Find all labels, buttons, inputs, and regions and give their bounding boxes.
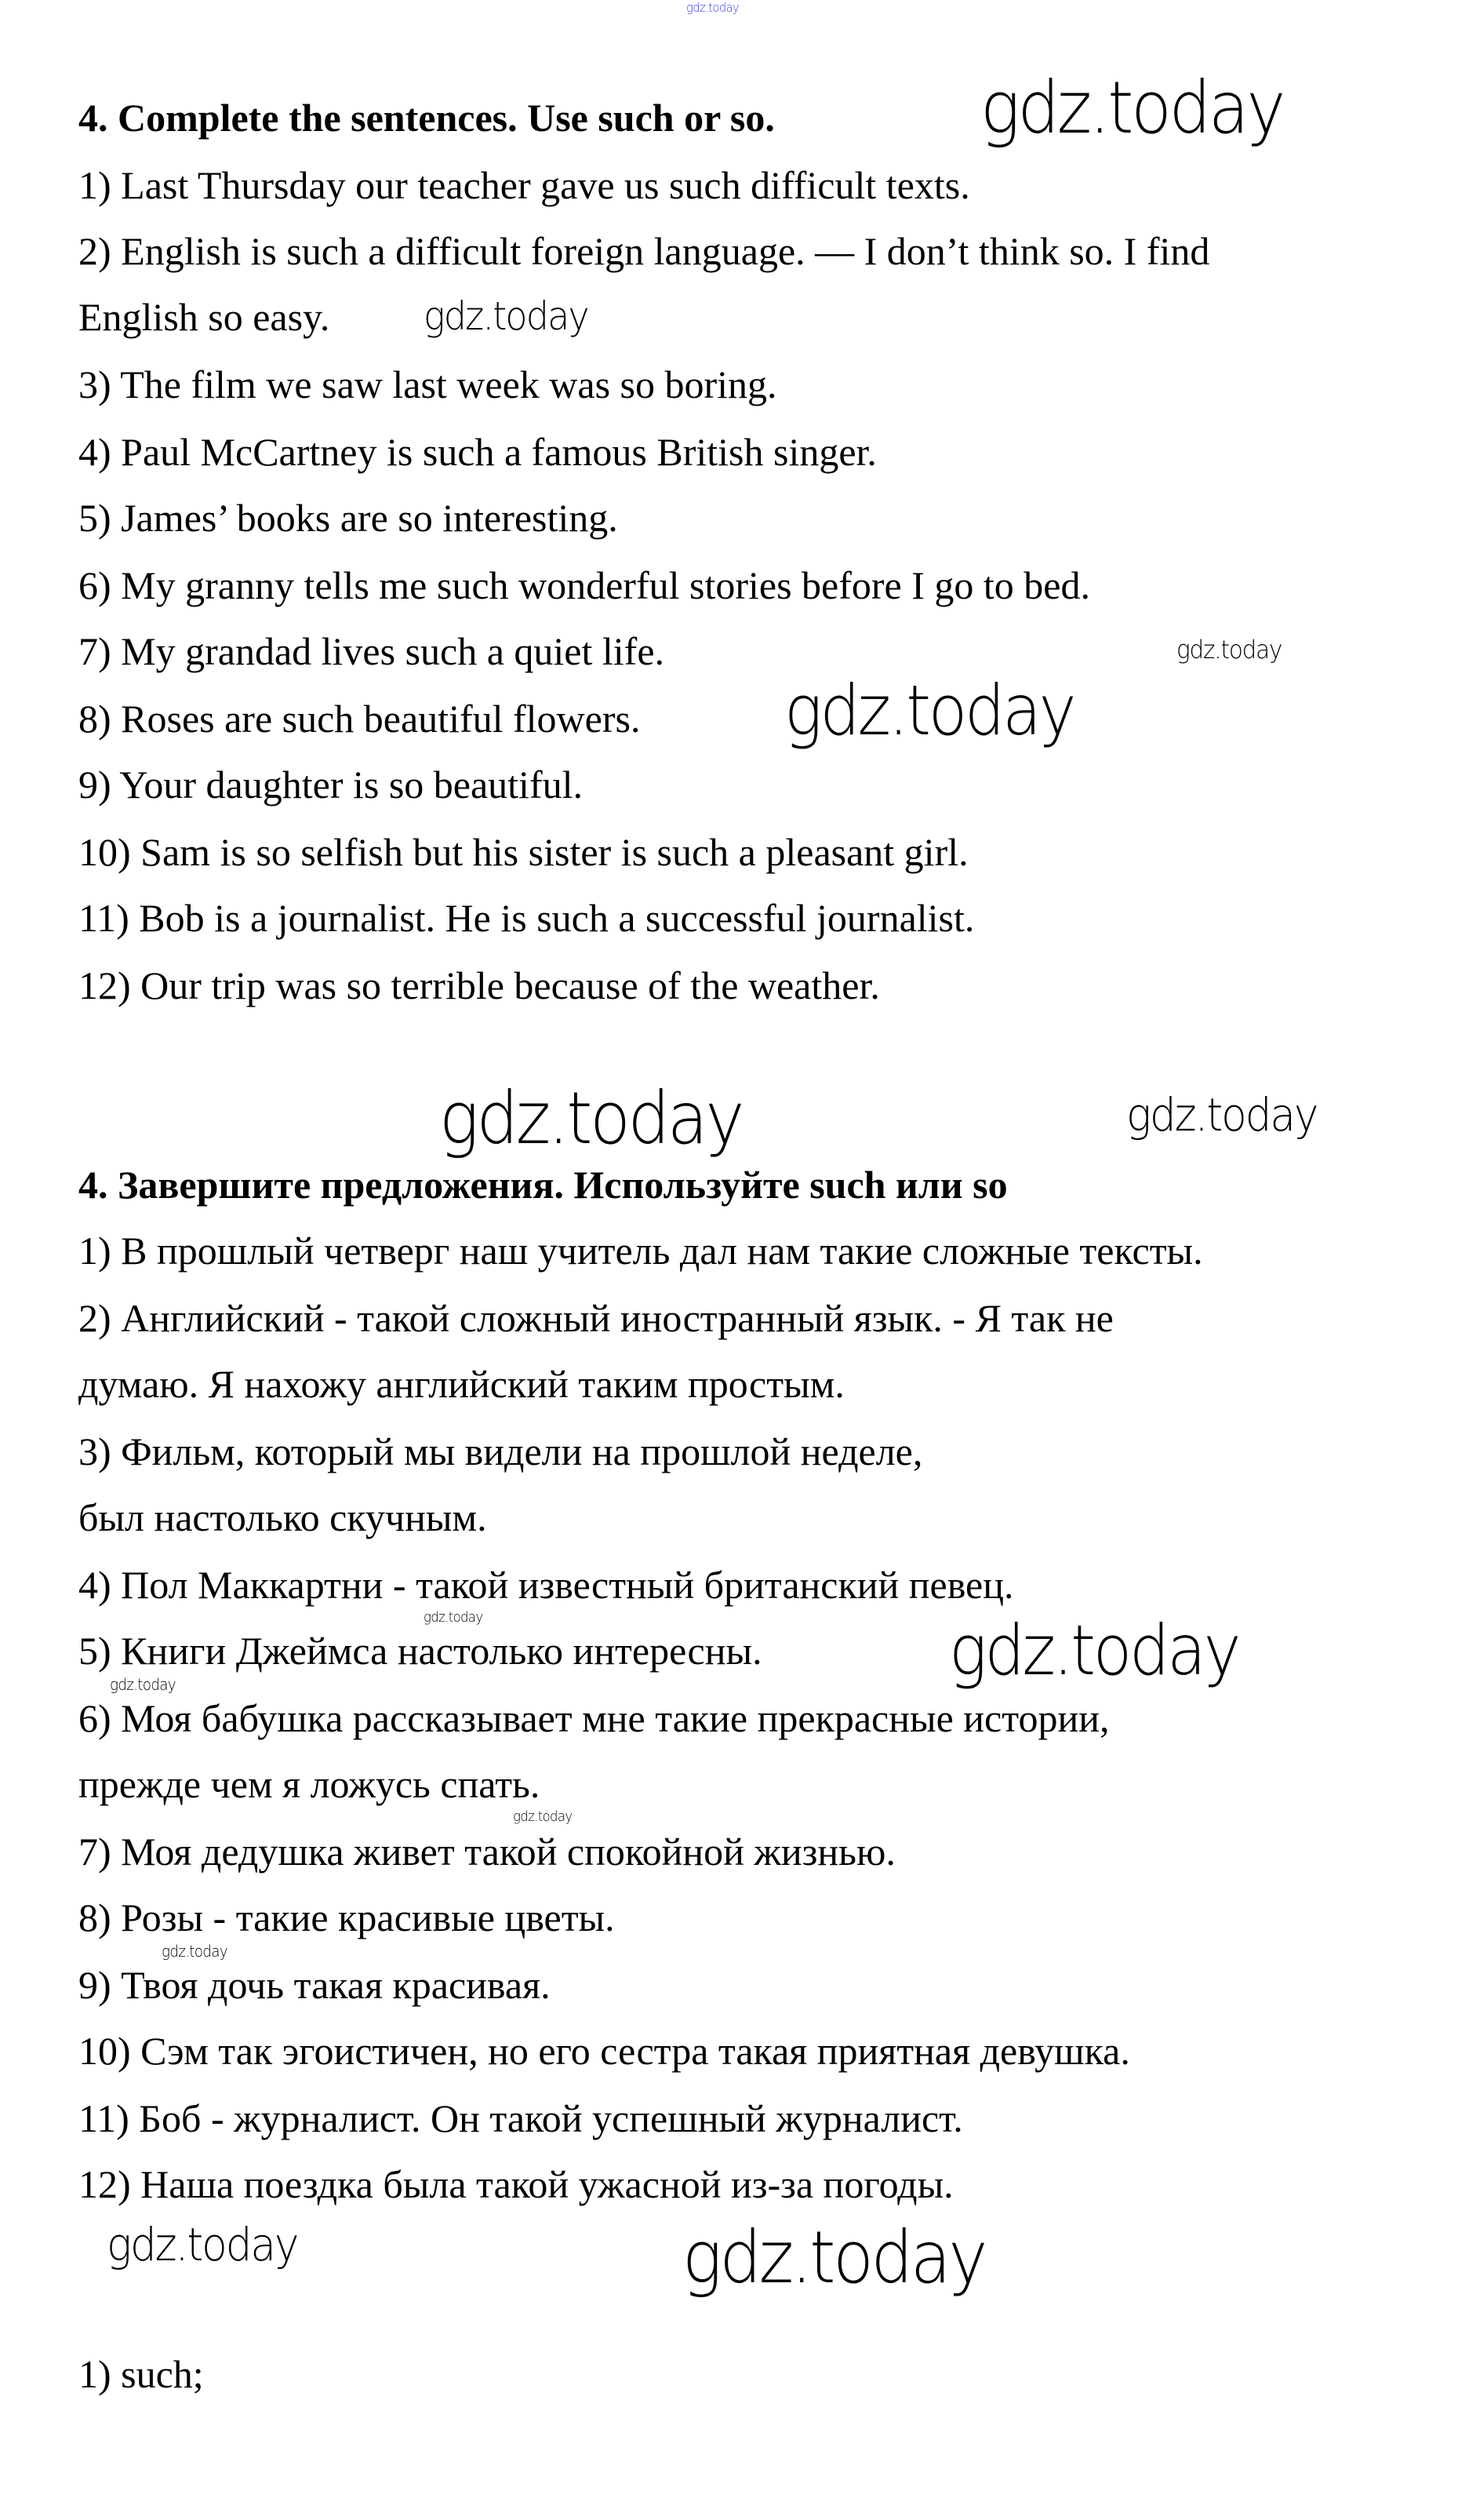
sentence: 1) В прошлый четверг наш учитель дал нам такие сложные тексты. <box>78 1229 1203 1273</box>
sentence: English so easy. <box>78 295 330 339</box>
sentence: 5) James’ books are so interesting. <box>78 496 618 540</box>
exercise-title-russian: 4. Завершите предложения. Используйте such или so <box>78 1163 1008 1207</box>
sentence: 10) Сэм так эгоистичен, но его сестра такая приятная девушка. <box>78 2029 1130 2073</box>
sentence: был настолько скучным. <box>78 1495 487 1539</box>
sentence: 7) Моя дедушка живет такой спокойной жизнью. <box>78 1830 896 1874</box>
watermark: gdz.today <box>107 2218 298 2271</box>
sentence: 8) Roses are such beautiful flowers. <box>78 697 641 741</box>
sentence: 1) Last Thursday our teacher gave us such difficult texts. <box>78 163 970 207</box>
sentence: 12) Our trip was so terrible because of the weather. <box>78 963 880 1007</box>
watermark: gdz.today <box>980 66 1284 150</box>
watermark: gdz.today <box>513 1808 573 1825</box>
sentence: 12) Наша поездка была такой ужасной из-за погоды. <box>78 2162 954 2206</box>
sentence: 6) My granny tells me such wonderful stories before I go to bed. <box>78 563 1090 607</box>
sentence: прежде чем я ложусь спать. <box>78 1762 540 1806</box>
sentence: 5) Книги Джеймса настолько интересны. <box>78 1629 762 1673</box>
sentence: 2) Английский - такой сложный иностранный язык. - Я так не <box>78 1296 1114 1340</box>
watermark: gdz.today <box>686 0 740 15</box>
watermark: gdz.today <box>110 1675 176 1694</box>
sentence: 4) Paul McCartney is such a famous British singer. <box>78 430 877 474</box>
sentence: 3) The film we saw last week was so boring. <box>78 362 777 406</box>
sentence: 8) Розы - такие красивые цветы. <box>78 1895 615 1939</box>
watermark: gdz.today <box>439 1076 743 1160</box>
sentence: 3) Фильм, который мы видели на прошлой неделе, <box>78 1429 923 1473</box>
sentence: 9) Your daughter is so beautiful. <box>78 763 583 807</box>
sentence: 11) Боб - журналист. Он такой успешный журналист. <box>78 2096 963 2140</box>
watermark: gdz.today <box>949 1610 1239 1691</box>
exercise-title-english: 4. Complete the sentences. Use such or so. <box>78 96 775 140</box>
sentence: 4) Пол Маккартни - такой известный британский певец. <box>78 1563 1014 1607</box>
sentence: 11) Bob is a journalist. He is such a successful journalist. <box>78 896 975 940</box>
watermark: gdz.today <box>424 293 588 339</box>
sentence: 7) My grandad lives such a quiet life. <box>78 629 665 673</box>
answer: 1) such; <box>78 2352 204 2396</box>
sentence: 6) Моя бабушка рассказывает мне такие прекрасные истории, <box>78 1696 1110 1740</box>
sentence: 10) Sam is so selfish but his sister is such a pleasant girl. <box>78 830 969 874</box>
watermark: gdz.today <box>784 670 1074 751</box>
watermark: gdz.today <box>162 1942 227 1961</box>
watermark: gdz.today <box>1126 1088 1318 1142</box>
watermark: gdz.today <box>424 1609 483 1626</box>
sentence: думаю. Я нахожу английский таким простым. <box>78 1362 845 1406</box>
sentence: 9) Твоя дочь такая красивая. <box>78 1963 551 2007</box>
sentence: 2) English is such a difficult foreign language. — I don’t think so. I find <box>78 229 1210 273</box>
watermark: gdz.today <box>682 2216 986 2300</box>
watermark: gdz.today <box>1176 635 1282 665</box>
